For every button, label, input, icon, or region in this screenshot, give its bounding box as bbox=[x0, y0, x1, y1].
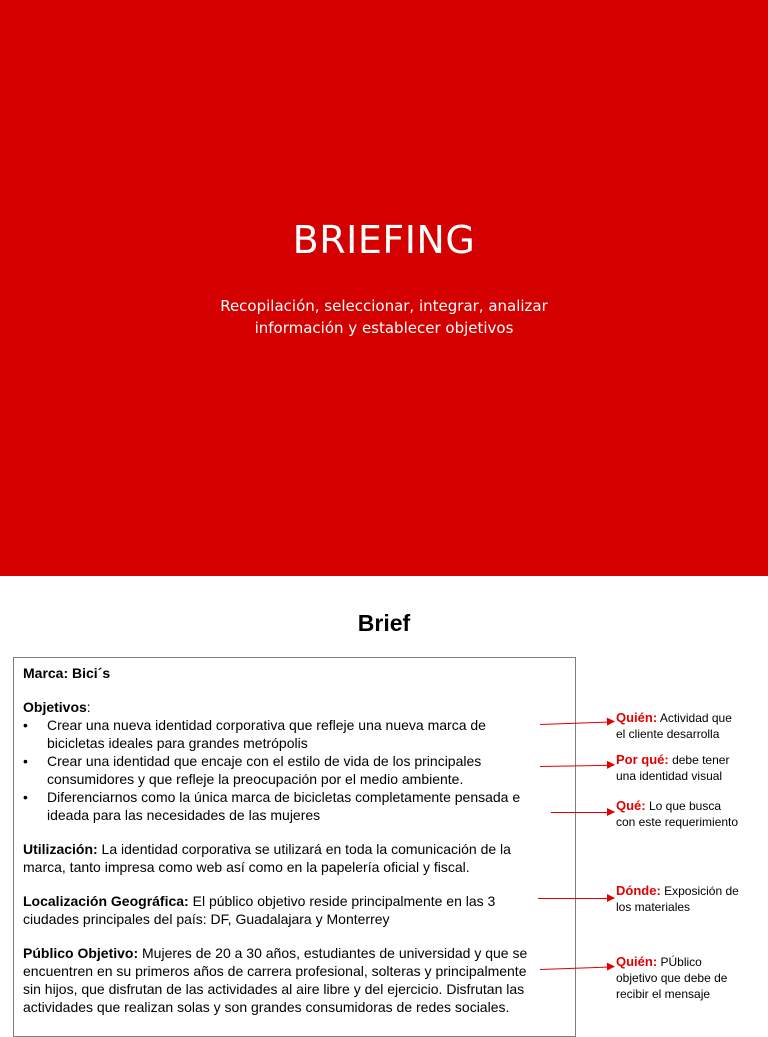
brief-title: Brief bbox=[357, 610, 411, 636]
usage-text: La identidad corporativa se utilizará en toda la comunicación de la bbox=[97, 841, 511, 857]
arrow-icon bbox=[551, 812, 614, 813]
annotation-key: Qué: bbox=[616, 798, 646, 813]
annotation-where bbox=[616, 883, 766, 915]
location-paragraph bbox=[23, 892, 568, 910]
bullet-icon: • bbox=[23, 753, 28, 769]
arrow-icon bbox=[538, 898, 614, 899]
objective-line: Crear una identidad que encaje con el estilo de vida de los principales bbox=[47, 753, 482, 769]
annotation-text: debe tener bbox=[668, 753, 730, 767]
audience-paragraph bbox=[23, 944, 568, 962]
audience-text: actividades que realizan solas y son grandes consumidoras de redes sociales. bbox=[23, 999, 510, 1015]
usage-label: Utilización: bbox=[23, 841, 98, 857]
location-text: ciudades principales del país: DF, Guadalajara y Monterrey bbox=[23, 911, 390, 927]
location-label: Localización Geográfica: bbox=[23, 893, 189, 909]
objectives-label: Objetivos bbox=[23, 699, 87, 715]
audience-text: sin hijos, que disfrutan de las actividades al aire libre y del ejercicio. Disfrutan las bbox=[23, 981, 525, 997]
objectives-colon: : bbox=[86, 699, 91, 715]
annotation-text: Actividad que bbox=[657, 711, 732, 725]
location-text: El público objetivo reside principalmente en las 3 bbox=[188, 893, 496, 909]
annotation-text: Exposición de bbox=[660, 884, 739, 898]
annotation-text: Lo que busca bbox=[645, 799, 722, 813]
annotation-what bbox=[616, 798, 766, 830]
annotation-who bbox=[616, 710, 766, 742]
annotation-text: recibir el mensaje bbox=[616, 987, 711, 1001]
annotation-text: los materiales bbox=[616, 900, 691, 914]
objective-line: consumidores y que refleje la preocupación por el medio ambiente. bbox=[47, 771, 464, 787]
objective-line: bicicletas ideales para grandes metrópolis bbox=[47, 735, 308, 751]
subtitle-line: Recopilación, seleccionar, integrar, analizar bbox=[220, 297, 548, 315]
objective-item bbox=[23, 788, 568, 824]
objective-line: Diferenciarnos como la única marca de bicicletas completamente pensada e bbox=[47, 789, 521, 805]
slide-subtitle bbox=[184, 295, 584, 339]
objective-item bbox=[23, 752, 568, 788]
brief-content bbox=[23, 664, 568, 1016]
slide-title: BRIEFING bbox=[292, 218, 476, 262]
annotation-key: Dónde: bbox=[616, 883, 661, 898]
annotation-who-audience bbox=[616, 954, 766, 1002]
annotation-text: objetivo que debe de bbox=[616, 971, 728, 985]
annotation-key: Quién: bbox=[616, 954, 658, 969]
objective-item bbox=[23, 716, 568, 752]
annotation-text: el cliente desarrolla bbox=[616, 727, 720, 741]
annotation-text: con este requerimiento bbox=[616, 815, 739, 829]
arrow-icon bbox=[540, 765, 614, 767]
brief-box bbox=[13, 657, 576, 1037]
usage-text: marca, tanto impresa como web así como en la papelería oficial y fiscal. bbox=[23, 859, 470, 875]
bullet-icon: • bbox=[23, 717, 28, 733]
objective-line: ideada para las necesidades de las mujeres bbox=[47, 807, 321, 823]
annotation-text: PÚblico bbox=[657, 955, 702, 969]
subtitle-line: información y establecer objetivos bbox=[254, 319, 514, 337]
usage-paragraph bbox=[23, 840, 568, 858]
annotation-key: Quién: bbox=[616, 710, 658, 725]
objective-line: Crear una nueva identidad corporativa que refleje una nueva marca de bbox=[47, 717, 486, 733]
annotation-why bbox=[616, 752, 766, 784]
brand-heading: Marca: Bici´s bbox=[23, 665, 111, 681]
audience-label: Público Objetivo: bbox=[23, 945, 139, 961]
audience-text: encuentren en su primeros años de carrera profesional, solteras y principalmente bbox=[23, 963, 527, 979]
bullet-icon: • bbox=[23, 789, 28, 805]
annotation-key: Por qué: bbox=[616, 752, 669, 767]
annotation-text: una identidad visual bbox=[616, 769, 723, 783]
audience-text: Mujeres de 20 a 30 años, estudiantes de universidad y que se bbox=[138, 945, 528, 961]
brief-slide bbox=[0, 576, 768, 1024]
